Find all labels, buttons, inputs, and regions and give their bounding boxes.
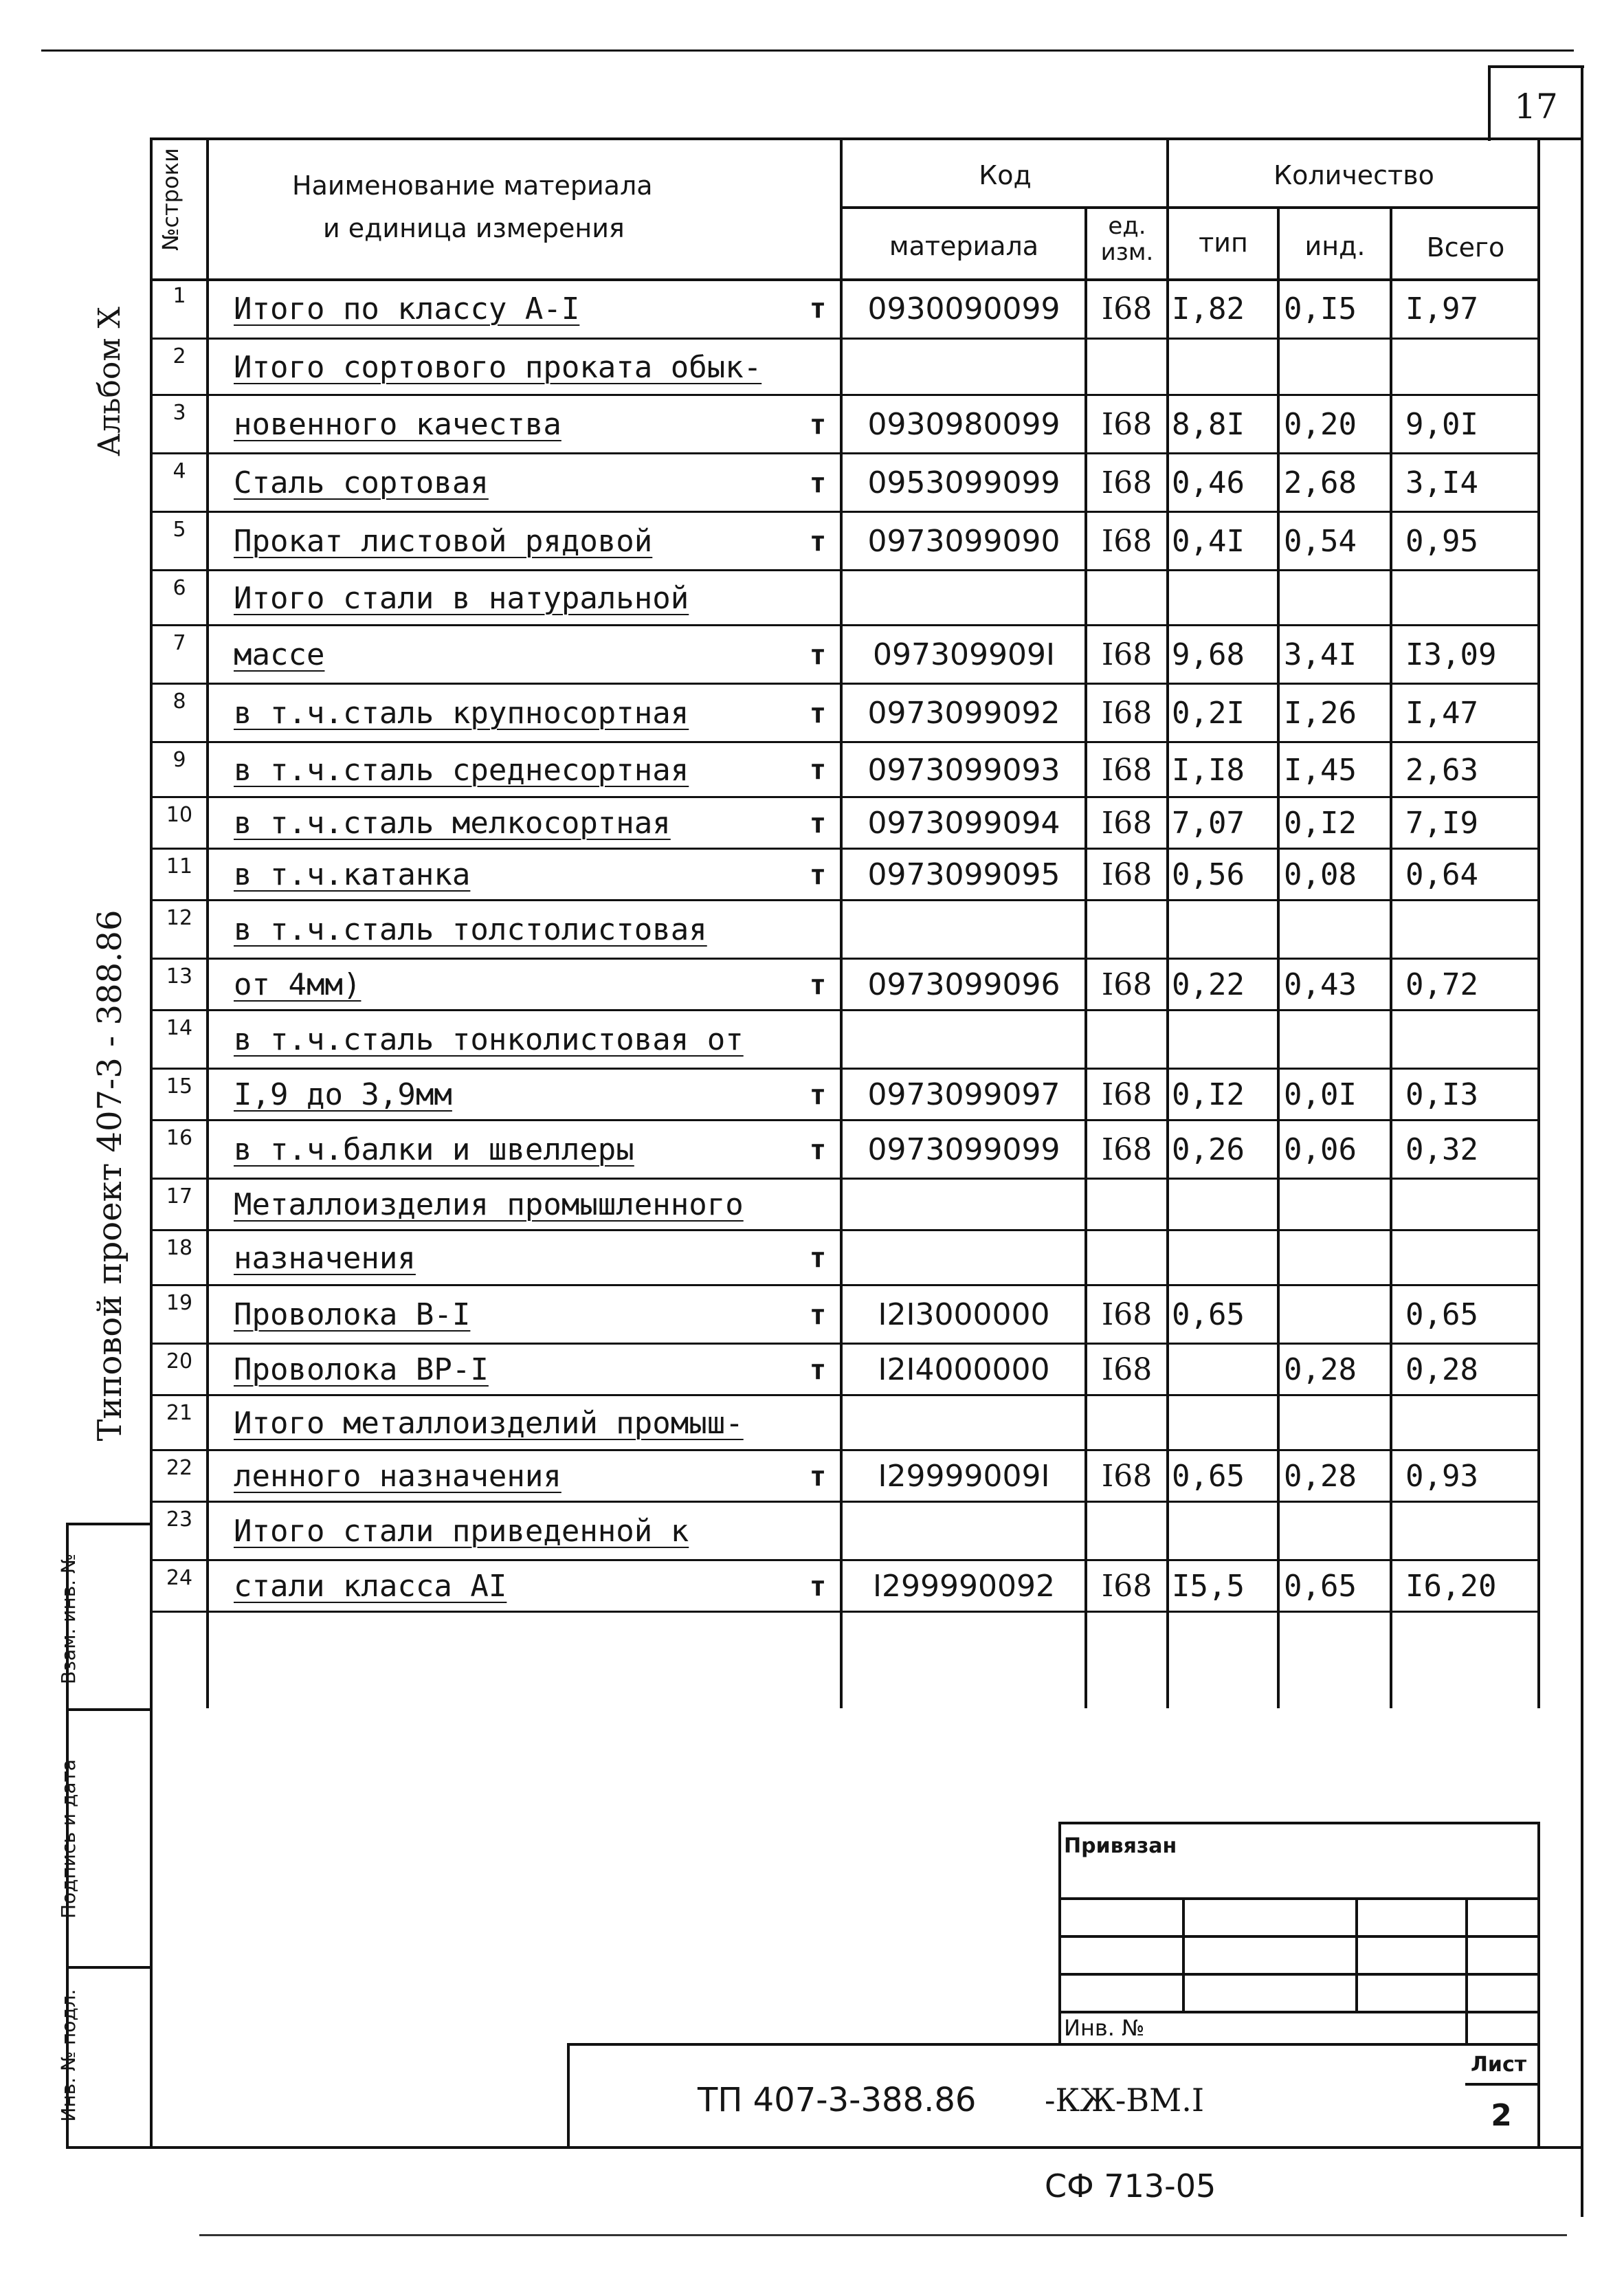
qty-total — [1405, 571, 1536, 626]
qty-ind: 0,20 — [1284, 407, 1357, 442]
qty-ind: 2,68 — [1284, 465, 1357, 500]
qty-total: 0,32 — [1405, 1132, 1478, 1167]
material-code: 0930090099 — [867, 291, 1060, 327]
unit-code — [1087, 1011, 1166, 1069]
unit-mark: т — [809, 1354, 827, 1386]
material-name: Сталь сортовая — [234, 465, 489, 500]
row-number: 21 — [166, 1401, 193, 1425]
unit-mark: т — [809, 1299, 827, 1331]
qty-ind — [1284, 1011, 1390, 1069]
material-code — [842, 1395, 1086, 1450]
tb-sheet-label: Лист — [1471, 2052, 1527, 2077]
material-code: 0973099097 — [867, 1077, 1060, 1112]
unit-code: I68 — [1101, 1569, 1153, 1604]
tb-main-left — [567, 2043, 570, 2146]
row-number: 5 — [173, 518, 186, 542]
qty-ind: 0,28 — [1284, 1352, 1357, 1387]
project-label: Типовой проект 407-3 - 388.86 — [91, 909, 129, 1442]
unit-code: I68 — [1101, 1352, 1153, 1387]
qty-ind: 0,I5 — [1284, 291, 1357, 327]
tb-right — [1537, 1822, 1540, 2146]
qty-typ — [1172, 1502, 1278, 1560]
qty-ind — [1284, 1395, 1390, 1450]
material-name: I,9 до 3,9мм — [234, 1077, 452, 1112]
qty-total — [1405, 901, 1536, 959]
row-number: 19 — [166, 1291, 193, 1315]
frame-top — [1488, 65, 1584, 68]
unit-code: I68 — [1101, 857, 1153, 892]
col-line-name — [840, 137, 843, 1708]
col-line-total — [1537, 137, 1540, 1708]
qty-typ: 0,65 — [1172, 1297, 1245, 1332]
tb-bound-label: Привязан — [1064, 1833, 1177, 1858]
header-typ: тип — [1199, 227, 1248, 258]
unit-code — [1087, 1502, 1166, 1560]
material-name: Итого стали приведенной к — [234, 1514, 689, 1549]
qty-total: 0,I3 — [1405, 1077, 1478, 1112]
material-code: I2I3000000 — [878, 1297, 1050, 1332]
unit-code: I68 — [1101, 967, 1153, 1002]
material-name: в т.ч.сталь среднесортная — [234, 752, 689, 788]
unit-code: I68 — [1101, 1077, 1153, 1112]
qty-total: I3,09 — [1405, 637, 1497, 672]
material-code: 0973099093 — [867, 752, 1060, 788]
unit-mark: т — [809, 639, 827, 671]
table-top — [150, 137, 1583, 140]
unit-code — [1087, 339, 1166, 395]
row-number: 15 — [166, 1074, 193, 1099]
tb-doc-code: ТП 407-3-388.86 — [698, 2081, 977, 2119]
material-name: Проволока ВР-I — [234, 1352, 489, 1387]
row-number: 14 — [166, 1016, 193, 1040]
tb-sheet-number: 2 — [1491, 2098, 1512, 2133]
qty-typ: 0,26 — [1172, 1132, 1245, 1167]
unit-mark: т — [809, 807, 827, 839]
header-unit-line1: ед. — [1108, 212, 1146, 240]
qty-typ: 0,I2 — [1172, 1077, 1245, 1112]
header-ind: инд. — [1304, 230, 1366, 261]
top-edge-line — [41, 49, 1574, 52]
unit-mark: т — [809, 697, 827, 729]
qty-typ: 9,68 — [1172, 637, 1245, 672]
unit-code: I68 — [1101, 696, 1153, 731]
qty-typ: 0,4I — [1172, 524, 1245, 559]
qty-total — [1405, 1011, 1536, 1069]
qty-ind: I,45 — [1284, 752, 1357, 788]
row-divider — [150, 1611, 1539, 1613]
page-bottom-line — [150, 2146, 1583, 2149]
unit-code: I68 — [1101, 465, 1153, 500]
unit-mark: т — [809, 969, 827, 1001]
row-number: 16 — [166, 1126, 193, 1150]
material-code: 097309909I — [873, 637, 1055, 672]
qty-ind — [1284, 1230, 1390, 1285]
tb-top — [1058, 1822, 1539, 1824]
sheet-corner-number: 17 — [1514, 87, 1558, 126]
unit-code: I68 — [1101, 752, 1153, 788]
material-code — [842, 1502, 1086, 1560]
material-code: 0973099099 — [867, 1132, 1060, 1167]
material-code: 0930980099 — [867, 407, 1060, 442]
unit-mark — [797, 571, 838, 626]
material-code — [842, 339, 1086, 395]
qty-typ — [1172, 339, 1278, 395]
col-line-typ — [1277, 206, 1280, 1708]
unit-mark — [797, 1395, 838, 1450]
qty-typ: I,I8 — [1172, 752, 1245, 788]
material-name: стали класса АI — [234, 1569, 507, 1604]
material-name: Итого по классу А-I — [234, 291, 580, 327]
footer-note: СФ 713-05 — [1045, 2167, 1216, 2205]
row-number: 10 — [166, 803, 193, 827]
header-code: Код — [979, 160, 1032, 190]
qty-typ — [1172, 1011, 1278, 1069]
header-total: Всего — [1426, 232, 1505, 263]
qty-typ: I,82 — [1172, 291, 1245, 327]
row-number: 6 — [173, 576, 186, 600]
unit-mark — [797, 901, 838, 959]
qty-typ — [1172, 901, 1278, 959]
material-name: ленного назначения — [234, 1459, 561, 1494]
header-quantity: Количество — [1273, 160, 1434, 190]
qty-ind: 0,06 — [1284, 1132, 1357, 1167]
qty-typ: 7,07 — [1172, 806, 1245, 841]
row-number: 8 — [173, 689, 186, 714]
unit-code: I68 — [1101, 806, 1153, 841]
qty-typ — [1172, 1179, 1278, 1230]
unit-code: I68 — [1101, 407, 1153, 442]
row-number: 1 — [173, 284, 186, 308]
row-number: 24 — [166, 1566, 193, 1590]
row-number: 20 — [166, 1349, 193, 1373]
qty-typ: 0,56 — [1172, 857, 1245, 892]
unit-mark: т — [809, 525, 827, 558]
row-number: 11 — [166, 854, 193, 879]
qty-total — [1405, 1502, 1536, 1560]
qty-total: 0,28 — [1405, 1352, 1478, 1387]
qty-total: 9,0I — [1405, 407, 1478, 442]
unit-code — [1087, 1179, 1166, 1230]
qty-total: 0,93 — [1405, 1459, 1478, 1494]
qty-total — [1405, 1395, 1536, 1450]
qty-ind — [1284, 571, 1390, 626]
qty-ind — [1284, 339, 1390, 395]
row-number: 22 — [166, 1456, 193, 1480]
unit-mark: т — [809, 859, 827, 891]
bottom-scan-line — [199, 2234, 1567, 2236]
unit-code: I68 — [1101, 291, 1153, 327]
unit-code: I68 — [1101, 1132, 1153, 1167]
stamp-bottom — [66, 2146, 151, 2149]
header-row-no: №строки — [157, 148, 183, 251]
material-code: I299990092 — [873, 1569, 1055, 1604]
qty-typ: 0,65 — [1172, 1459, 1245, 1494]
album-label: Альбом X — [92, 307, 127, 456]
qty-typ — [1172, 1395, 1278, 1450]
qty-ind: 0,65 — [1284, 1569, 1357, 1604]
material-name: Прокат листовой рядовой — [234, 524, 653, 559]
qty-total: I6,20 — [1405, 1569, 1497, 1604]
unit-mark — [797, 1179, 838, 1230]
qty-ind: 0,0I — [1284, 1077, 1357, 1112]
qty-total — [1405, 1230, 1536, 1285]
unit-mark: т — [809, 293, 827, 324]
material-code: 0953099099 — [867, 465, 1060, 500]
qty-total: 0,64 — [1405, 857, 1478, 892]
qty-ind — [1284, 1285, 1390, 1344]
qty-ind: 3,4I — [1284, 637, 1357, 672]
unit-mark: т — [809, 1460, 827, 1492]
qty-ind — [1284, 901, 1390, 959]
unit-mark: т — [809, 754, 827, 786]
material-name: Итого стали в натуральной — [234, 580, 689, 616]
qty-typ — [1172, 1344, 1278, 1395]
header-sub-line — [842, 206, 1539, 209]
unit-code: I68 — [1101, 1297, 1153, 1332]
unit-code: I68 — [1101, 524, 1153, 559]
material-name: назначения — [234, 1240, 416, 1276]
material-name: от 4мм) — [234, 967, 361, 1002]
material-name: в т.ч.сталь толстолистовая — [234, 912, 707, 947]
material-code — [842, 571, 1086, 626]
qty-typ: 0,22 — [1172, 967, 1245, 1002]
material-name: Итого сортового проката обык- — [234, 349, 762, 385]
material-code: 0973099094 — [867, 806, 1060, 841]
qty-typ — [1172, 571, 1278, 626]
row-number: 3 — [173, 401, 186, 425]
material-name: Проволока В-I — [234, 1297, 471, 1332]
qty-ind: I,26 — [1284, 696, 1357, 731]
unit-code: I68 — [1101, 637, 1153, 672]
unit-mark: т — [809, 1134, 827, 1166]
qty-ind: 0,28 — [1284, 1459, 1357, 1494]
stamp-replaced-inv: Взам. инв. № — [57, 1553, 80, 1685]
tb-col-1 — [1182, 1897, 1185, 2011]
corner-box-left — [1488, 65, 1491, 141]
material-name: Итого металлоизделий промыш- — [234, 1405, 744, 1441]
unit-mark: т — [809, 467, 827, 499]
qty-total: 0,65 — [1405, 1297, 1478, 1332]
qty-total: 3,I4 — [1405, 465, 1478, 500]
material-code — [842, 1011, 1086, 1069]
header-material: материала — [889, 230, 1039, 261]
qty-typ: 0,46 — [1172, 465, 1245, 500]
qty-total: 0,72 — [1405, 967, 1478, 1002]
material-code: I29999009I — [878, 1459, 1050, 1494]
qty-total: I,97 — [1405, 291, 1478, 327]
row-number: 2 — [173, 344, 186, 368]
tb-doc-suffix: -КЖ-ВМ.I — [1045, 2082, 1205, 2119]
qty-total — [1405, 339, 1536, 395]
unit-mark: т — [809, 1570, 827, 1602]
row-number: 18 — [166, 1236, 193, 1260]
col-line-unit — [1166, 137, 1169, 1708]
row-number: 7 — [173, 631, 186, 655]
stamp-original-inv: Инв. № подл. — [57, 1989, 80, 2122]
material-name: в т.ч.сталь мелкосортная — [234, 806, 671, 841]
material-code — [842, 901, 1086, 959]
qty-ind — [1284, 1179, 1390, 1230]
unit-mark — [797, 1502, 838, 1560]
col-line-code — [1084, 206, 1087, 1708]
unit-code — [1087, 571, 1166, 626]
header-name-line2: и единица измерения — [323, 213, 625, 243]
material-code: 0973099090 — [867, 524, 1060, 559]
col-line-rowno — [206, 137, 209, 1708]
qty-ind: 0,43 — [1284, 967, 1357, 1002]
unit-mark: т — [809, 408, 827, 441]
row-number: 23 — [166, 1508, 193, 1532]
qty-ind: 0,54 — [1284, 524, 1357, 559]
unit-code — [1087, 901, 1166, 959]
unit-mark — [797, 1011, 838, 1069]
frame-right — [1581, 65, 1583, 2217]
row-number: 17 — [166, 1184, 193, 1208]
qty-total: 0,95 — [1405, 524, 1478, 559]
material-code: 0973099096 — [867, 967, 1060, 1002]
row-number: 12 — [166, 906, 193, 930]
material-code — [842, 1179, 1086, 1230]
qty-typ: 0,2I — [1172, 696, 1245, 731]
tb-col-3 — [1465, 1897, 1468, 2045]
material-code: 0973099092 — [867, 696, 1060, 731]
tb-inv-label: Инв. № — [1064, 2015, 1145, 2041]
material-name: новенного качества — [234, 407, 561, 442]
material-code: I2I4000000 — [878, 1352, 1050, 1387]
unit-mark — [797, 339, 838, 395]
row-number: 4 — [173, 459, 186, 483]
tb-main-top — [567, 2043, 1539, 2046]
qty-ind — [1284, 1502, 1390, 1560]
unit-code — [1087, 1230, 1166, 1285]
qty-total: I,47 — [1405, 696, 1478, 731]
material-name: в т.ч.катанка — [234, 857, 471, 892]
tb-sheet-line — [1465, 2083, 1539, 2086]
unit-code: I68 — [1101, 1459, 1153, 1494]
tb-col-2 — [1355, 1897, 1358, 2011]
material-name: в т.ч.сталь тонколистовая от — [234, 1022, 744, 1057]
unit-code — [1087, 1395, 1166, 1450]
material-name: в т.ч.сталь крупносортная — [234, 696, 689, 731]
material-code: 0973099095 — [867, 857, 1060, 892]
qty-ind: 0,08 — [1284, 857, 1357, 892]
qty-typ: I5,5 — [1172, 1569, 1245, 1604]
header-unit — [1086, 213, 1168, 282]
row-number: 13 — [166, 964, 193, 989]
unit-mark: т — [809, 1242, 827, 1274]
col-line-ind — [1390, 206, 1392, 1708]
material-name: Металлоизделия промышленного — [234, 1187, 744, 1222]
qty-total: 2,63 — [1405, 752, 1478, 788]
qty-typ: 8,8I — [1172, 407, 1245, 442]
material-code — [842, 1230, 1086, 1285]
material-name: в т.ч.балки и швеллеры — [234, 1132, 634, 1167]
qty-total: 7,I9 — [1405, 806, 1478, 841]
unit-mark: т — [809, 1079, 827, 1111]
qty-ind: 0,I2 — [1284, 806, 1357, 841]
material-name: массе — [234, 637, 325, 672]
stamp-div-1 — [66, 1708, 151, 1711]
qty-typ — [1172, 1230, 1278, 1285]
header-unit-line2: изм. — [1100, 239, 1154, 266]
stamp-signature-date: Подпись и дата — [57, 1759, 80, 1919]
header-name-line1: Наименование материала — [292, 170, 653, 201]
qty-total — [1405, 1179, 1536, 1230]
row-number: 9 — [173, 748, 186, 772]
